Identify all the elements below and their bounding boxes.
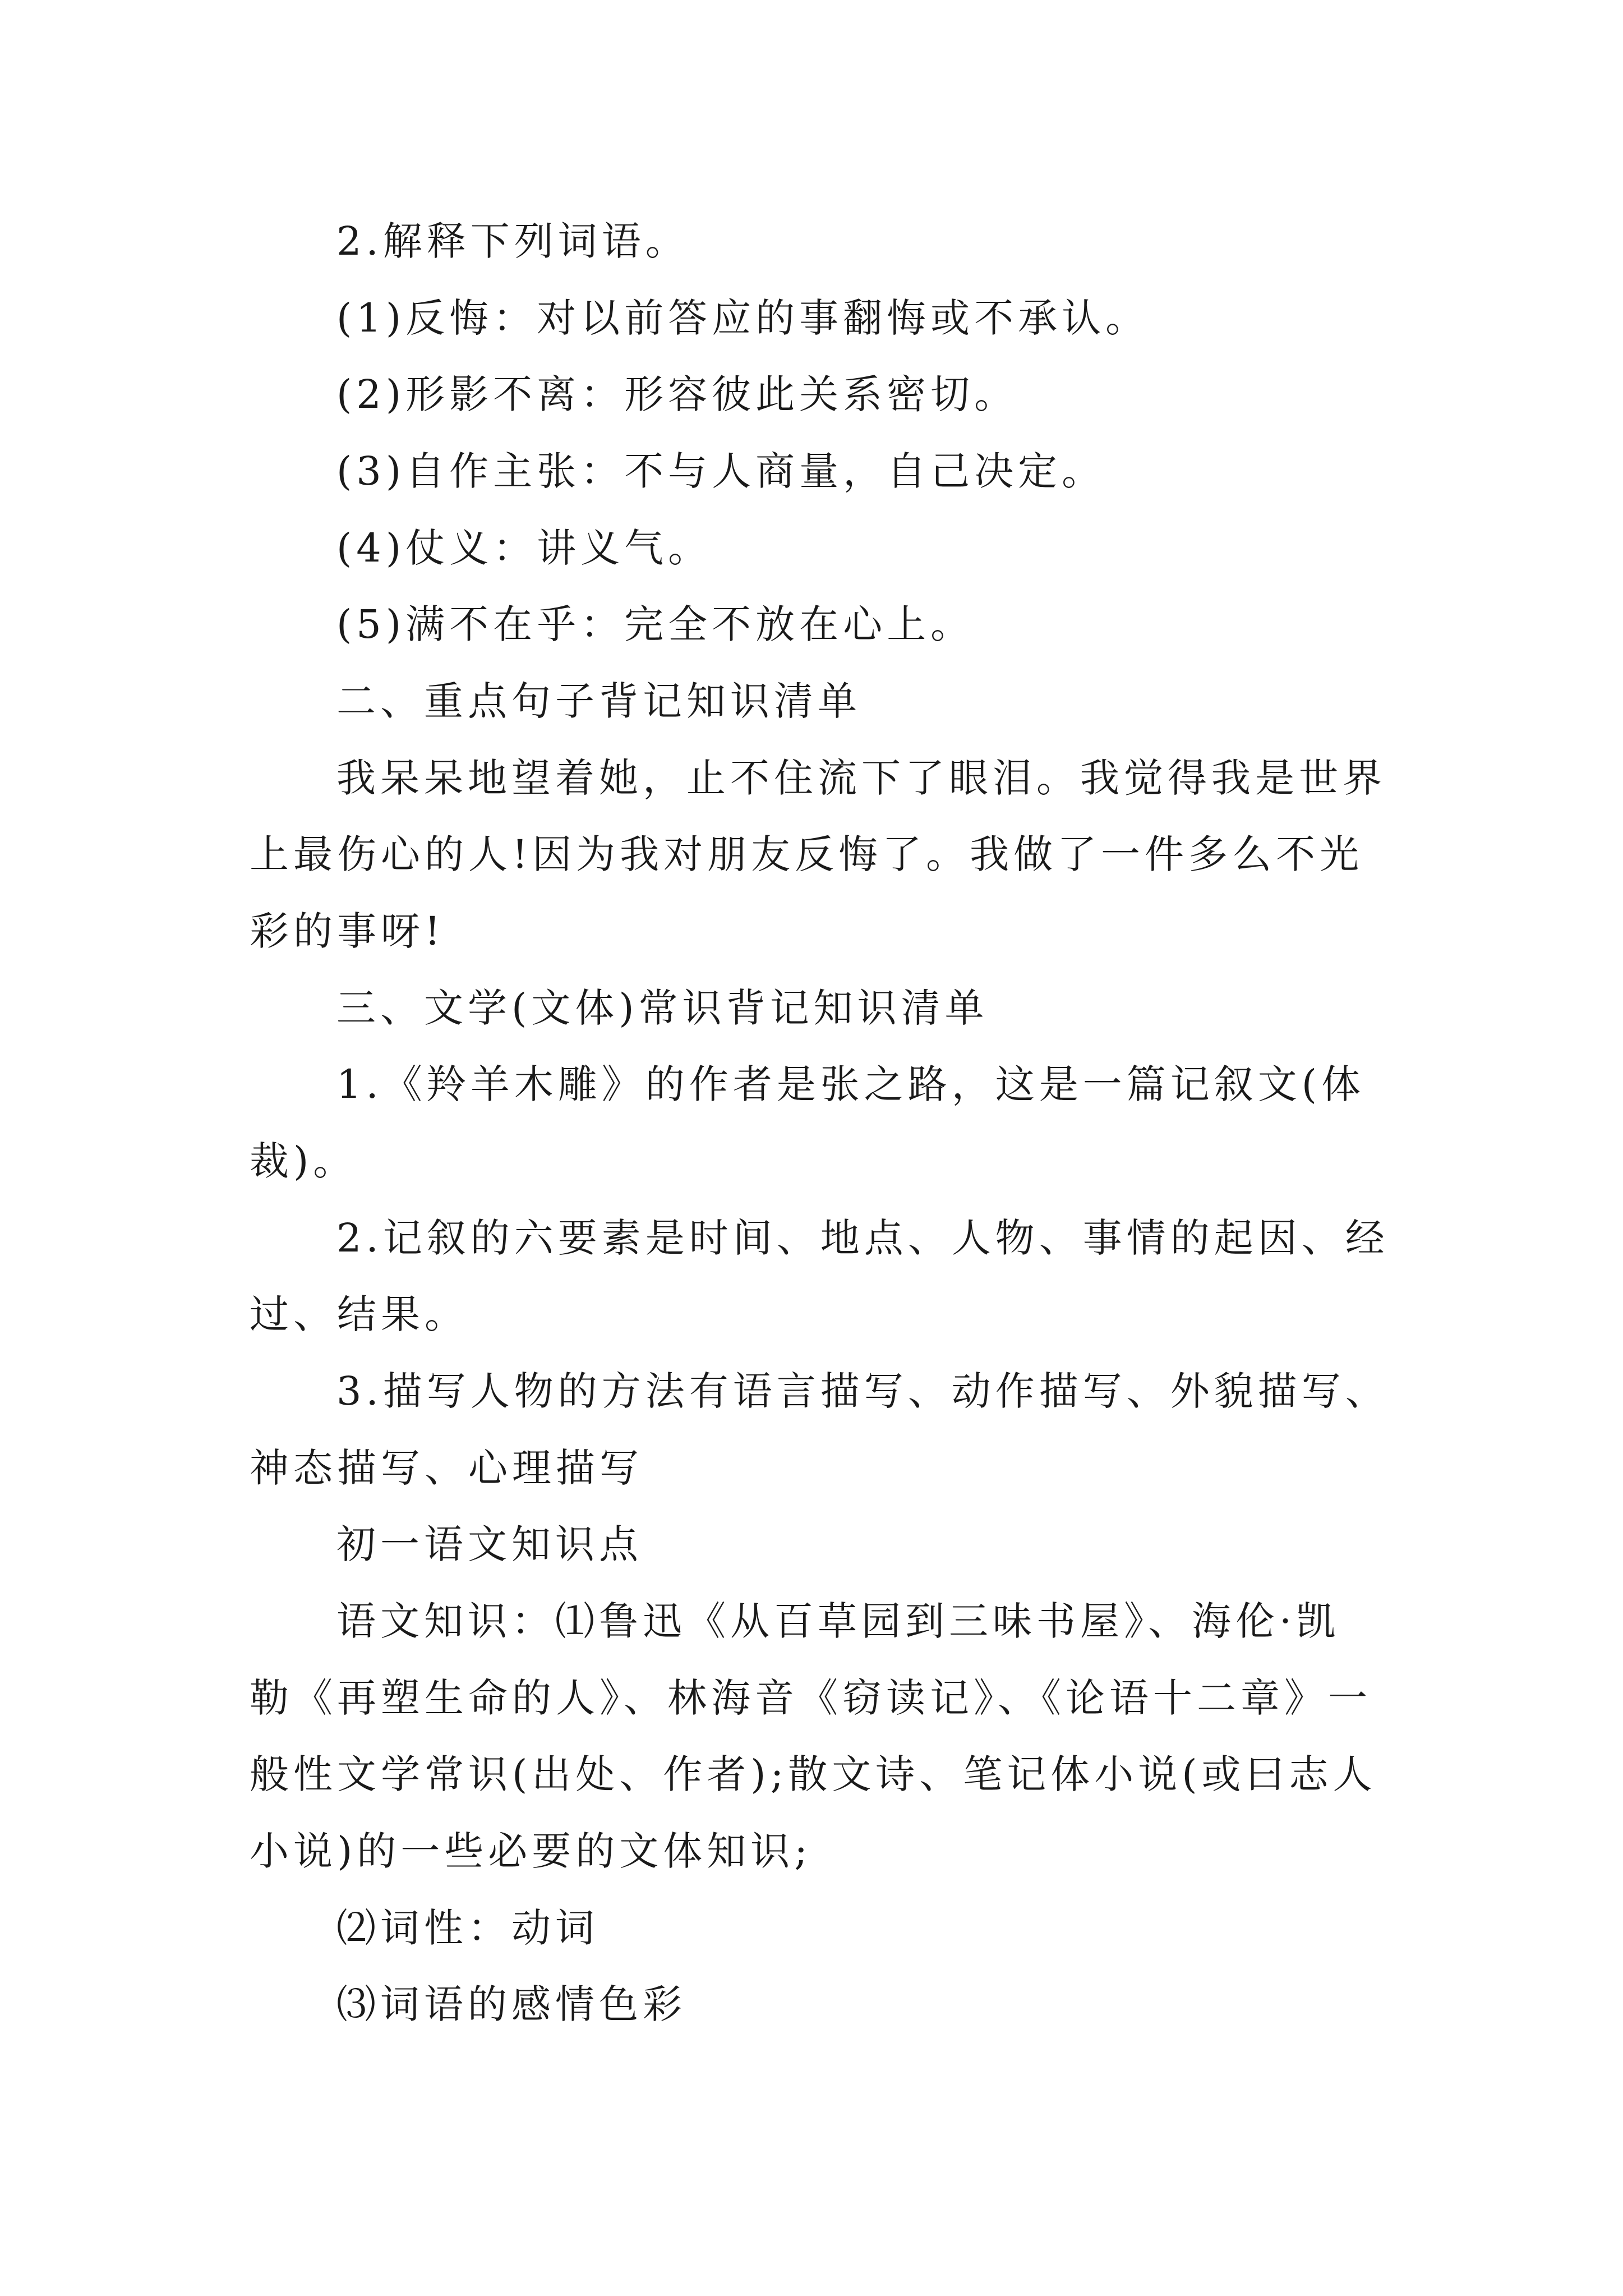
definition-fanhui: (1)反悔：对以前答应的事翻悔或不承认。: [336, 295, 1150, 341]
paragraph-line: 3.描写人物的方法有语言描写、动作描写、外貌描写、: [336, 1368, 1389, 1414]
section-heading-literary-knowledge: 三、文学(文体)常识背记知识清单: [336, 985, 989, 1031]
paragraph-line: 语文知识：⑴鲁迅《从百草园到三味书屋》、海伦·凯: [336, 1598, 1340, 1644]
paragraph-line: 勒《再塑生命的人》、林海音《窃读记》、《论语十二章》一: [250, 1675, 1372, 1721]
item-part-of-speech: ⑵词性：动词: [336, 1905, 599, 1951]
definition-manbuzaihu: (5)满不在乎：完全不放在心上。: [336, 601, 975, 647]
section-heading-key-sentences: 二、重点句子背记知识清单: [336, 678, 861, 724]
paragraph-line: 小说)的一些必要的文体知识;: [250, 1828, 812, 1874]
definition-zizuozhuzhang: (3)自作主张：不与人商量，自己决定。: [336, 448, 1106, 494]
paragraph-line: 上最伤心的人!因为我对朋友反悔了。我做了一件多么不光: [250, 831, 1364, 877]
item-word-sentiment: ⑶词语的感情色彩: [336, 1981, 686, 2027]
definition-zhangyi: (4)仗义：讲义气。: [336, 525, 712, 571]
item-heading-explain-words: 2.解释下列词语。: [336, 218, 689, 264]
definition-xingyingbuli: (2)形影不离：形容彼此关系密切。: [336, 371, 1018, 417]
paragraph-line: 神态描写、心理描写: [250, 1445, 643, 1491]
paragraph-line: 裁)。: [250, 1138, 357, 1184]
paragraph-line: 般性文学常识(出处、作者);散文诗、笔记体小说(或曰志人: [250, 1751, 1377, 1797]
section-heading-grade7-chinese: 初一语文知识点: [336, 1521, 643, 1567]
paragraph-line: 过、结果。: [250, 1291, 468, 1337]
paragraph-line: 我呆呆地望着她，止不住流下了眼泪。我觉得我是世界: [336, 755, 1386, 801]
paragraph-line: 彩的事呀!: [250, 908, 445, 954]
paragraph-line: 2.记叙的六要素是时间、地点、人物、事情的起因、经: [336, 1215, 1389, 1261]
paragraph-line: 1.《羚羊木雕》的作者是张之路，这是一篇记叙文(体: [336, 1061, 1366, 1107]
